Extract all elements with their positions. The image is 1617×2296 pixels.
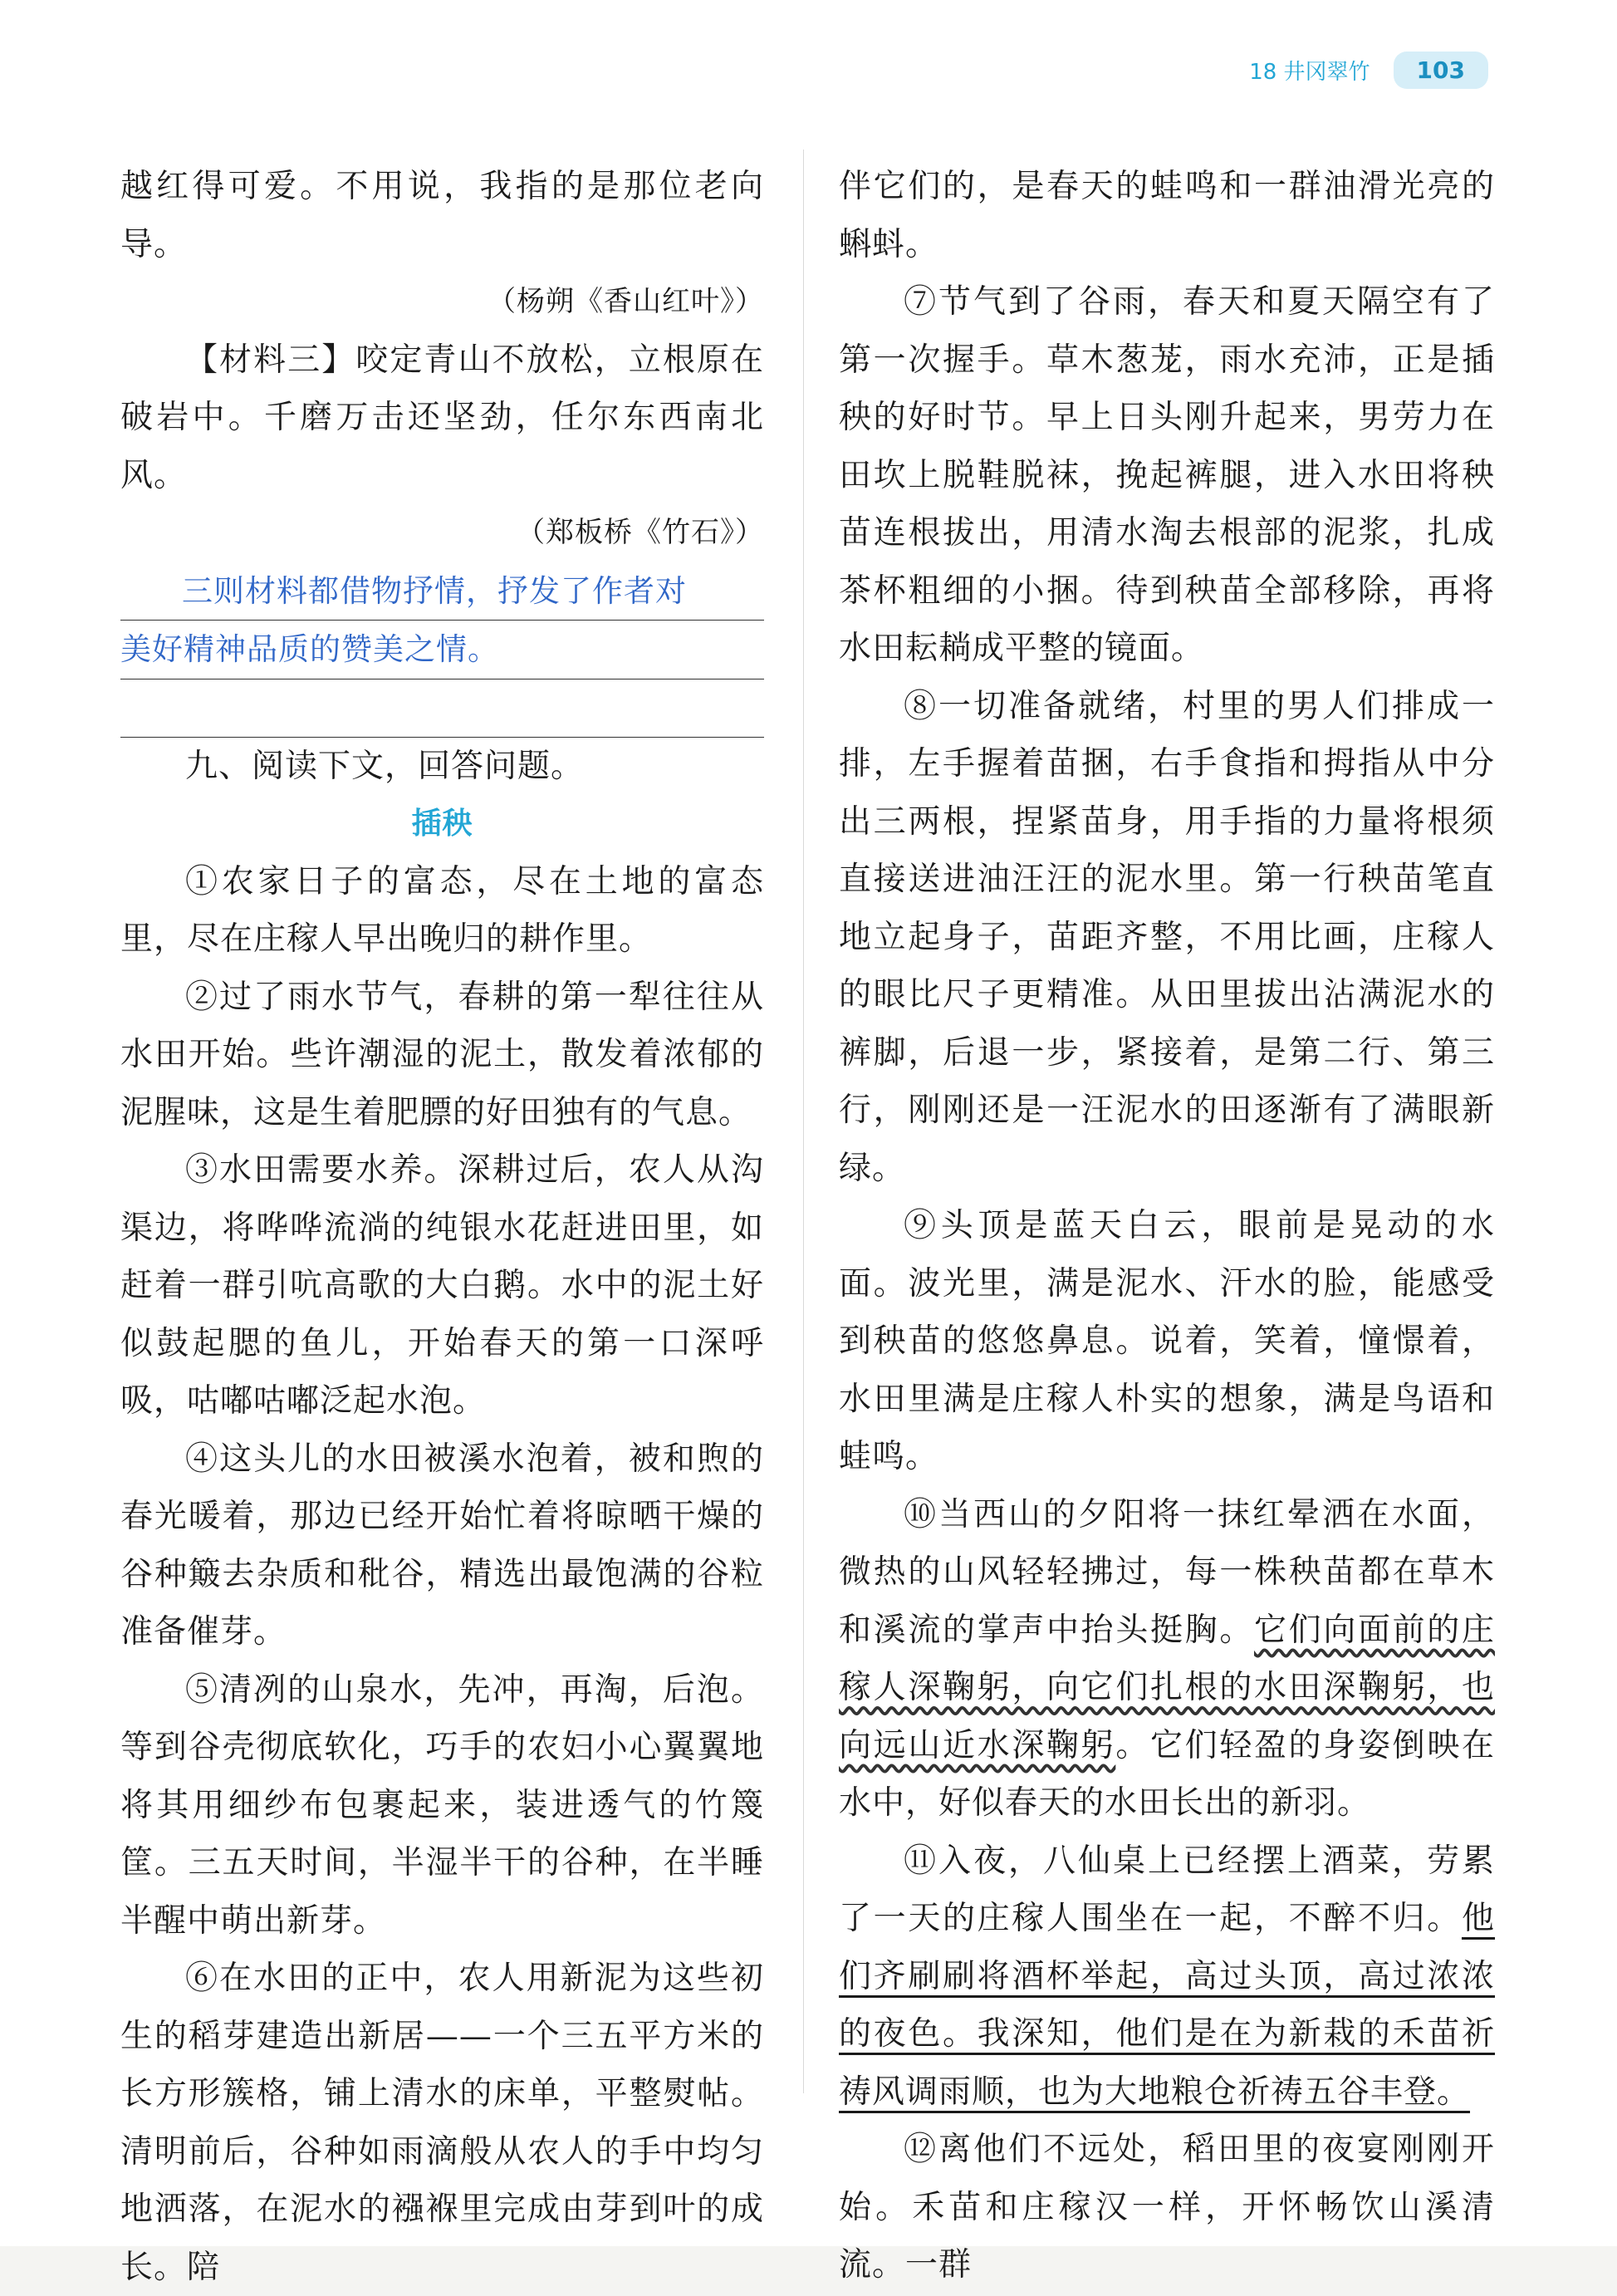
paragraph: ⑧一切准备就绪，村里的男人们排成一排，左手握着苗捆，右手食指和拇指从中分出三两根，捏紧苗身，用手指的力量将根须直接送进油汪汪的泥水里。第一行秧苗笔直地立起身子，苗距齐整，不用比画，庄稼人的眼比尺子更精准。从田里拔出沾满泥水的裤脚，后退一步，紧接着，是第二行、第三行，刚刚还是一汪泥水的田逐渐有了满眼新绿。 bbox=[839, 687, 1495, 1187]
text-line: 越红得可爱。不用说，我指的是那位老向导。 bbox=[120, 168, 764, 263]
paragraph: ⑤清冽的山泉水，先冲，再淘，后泡。等到谷壳彻底软化，巧手的农妇小心翼翼地将其用细纱布包裹起来，装进透气的竹篾筐。三五天时间，半湿半干的谷种，在半睡半醒中萌出新芽。 bbox=[120, 1670, 764, 1940]
text-span: ⑪入夜，八仙桌上已经摆上酒菜，劳累了一天的庄稼人围坐在一起，不醉不归。 bbox=[839, 1842, 1495, 1937]
article-title: 插秧 bbox=[411, 807, 473, 841]
paragraph: ⑥在水田的正中，农人用新泥为这些初生的稻芽建造出新居——一个三五平方米的长方形簇格，铺上清水的床单，平整熨帖。清明前后，谷种如雨滴般从农人的手中均匀地洒落，在泥水的襁褓里完成由芽到叶的成长。陪 bbox=[120, 1960, 764, 2286]
right-column bbox=[839, 158, 1495, 2294]
handwritten-answer-line: 美好精神品质的赞美之情。 bbox=[120, 621, 764, 679]
text-span: 。它们轻盈的身姿倒映在水中，好似春天的水田长出的新羽。 bbox=[839, 1726, 1495, 1822]
paragraph: ⑫离他们不远处，稻田里的夜宴刚刚开始。禾苗和庄稼汉一样，开怀畅饮山溪清流。一群 bbox=[839, 2131, 1495, 2284]
column-divider bbox=[803, 150, 804, 2093]
underlined-sentence: 他们齐刷刷将酒杯举起，高过头顶，高过浓浓的夜色。我深知，他们是在为新栽的禾苗祈祷风调雨顺，也为大地粮仓祈祷五谷丰登。 bbox=[839, 1900, 1495, 2111]
paragraph: ⑦节气到了谷雨，春天和夏天隔空有了第一次握手。草木葱茏，雨水充沛，正是插秧的好时节。早上日头刚升起来，男劳力在田坎上脱鞋脱袜，挽起裤腿，进入水田将秧苗连根拔出，用清水淘去根部的泥浆，扎成茶杯粗细的小捆。待到秧苗全部移除，再将水田耘耥成平整的镜面。 bbox=[839, 283, 1495, 667]
paragraph bbox=[839, 1486, 1495, 1832]
left-column bbox=[120, 158, 764, 2296]
paragraph: ③水田需要水养。深耕过后，农人从沟渠边，将哗哗流淌的纯银水花赶进田里，如赶着一群引吭高歌的大白鹅。水中的泥土好似鼓起腮的鱼儿，开始春天的第一口深呼吸，咕嘟咕嘟泛起水泡。 bbox=[120, 1151, 764, 1420]
paragraph: ②过了雨水节气，春耕的第一犁往往从水田开始。些许潮湿的泥土，散发着浓郁的泥腥味，这是生着肥膘的好田独有的气息。 bbox=[120, 978, 764, 1131]
paragraph: 伴它们的，是春天的蛙鸣和一群油滑光亮的蝌蚪。 bbox=[839, 168, 1495, 263]
page-number: 103 bbox=[1394, 52, 1488, 89]
material-three: 【材料三】咬定青山不放松，立根原在破岩中。千磨万击还坚劲，任尔东西南北风。 bbox=[120, 341, 764, 494]
wavy-underlined-sentence: 它们向面前的庄稼人深鞠躬，向它们扎根的水田深鞠躬，也向远山近水深鞠躬 bbox=[839, 1611, 1495, 1764]
paragraph: ⑨头顶是蓝天白云，眼前是晃动的水面。波光里，满是泥水、汗水的脸，能感受到秧苗的悠悠鼻息。说着，笑着，憧憬着，水田里满是庄稼人朴实的想象，满是鸟语和蛙鸣。 bbox=[839, 1207, 1495, 1475]
blank-answer-line bbox=[120, 679, 764, 738]
text-span: ⑩当西山的夕阳将一抹红晕洒在水面，微热的山风轻轻拂过，每一株秧苗都在草木和溪流的掌声中抬头挺胸。 bbox=[839, 1495, 1495, 1649]
lesson-title: 18 井冈翠竹 bbox=[1249, 60, 1370, 85]
source-citation: （杨朔《香山红叶》） bbox=[488, 285, 764, 318]
paragraph bbox=[839, 1832, 1495, 2122]
paragraph: ①农家日子的富态，尽在土地的富态里，尽在庄稼人早出晚归的耕作里。 bbox=[120, 862, 764, 958]
source-citation: （郑板桥《竹石》） bbox=[517, 516, 764, 549]
page-header bbox=[1249, 52, 1488, 89]
paragraph: ④这头儿的水田被溪水泡着，被和煦的春光暖着，那边已经开始忙着将晾晒干燥的谷种簸去杂质和秕谷，精选出最饱满的谷粒准备催芽。 bbox=[120, 1440, 764, 1651]
question-heading: 九、阅读下文，回答问题。 bbox=[185, 747, 585, 785]
handwritten-answer-line: 三则材料都借物抒情，抒发了作者对 bbox=[120, 562, 764, 621]
